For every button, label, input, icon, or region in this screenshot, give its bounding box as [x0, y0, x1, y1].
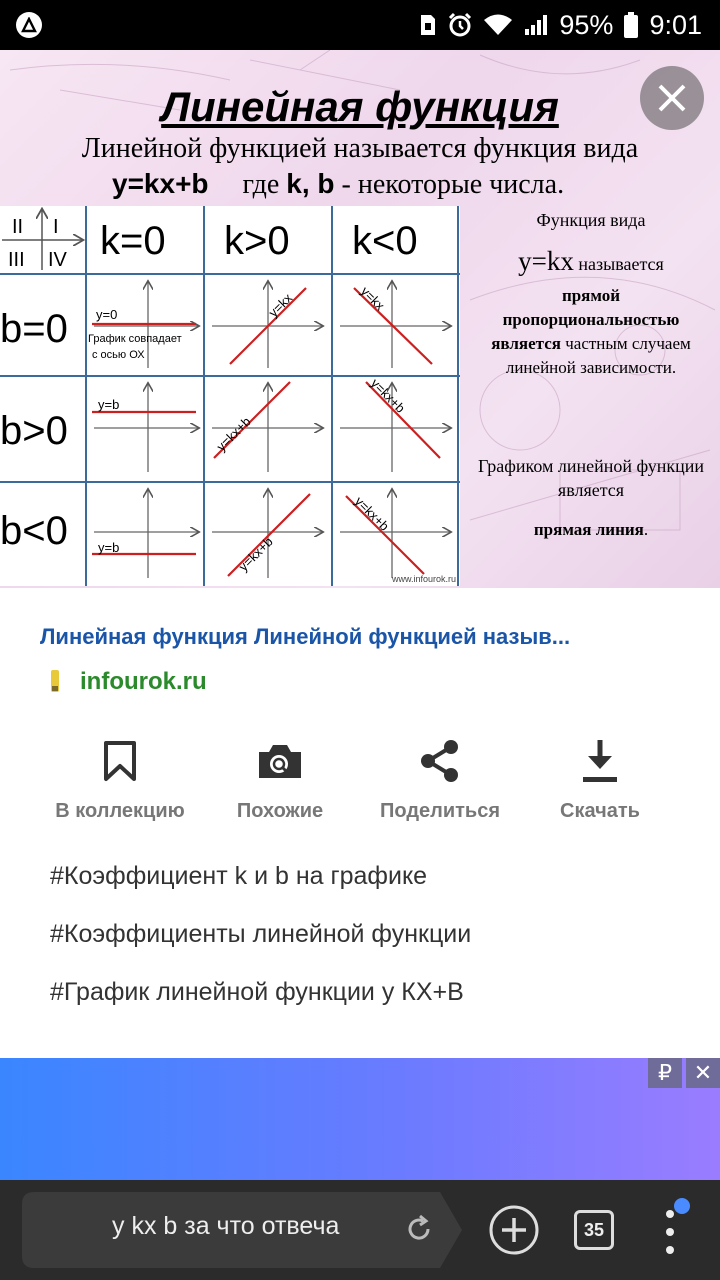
image-preview[interactable] — [0, 50, 720, 588]
side-text — [462, 206, 720, 586]
cell-label: y=kx+b — [351, 493, 393, 534]
quadrant-label: II — [12, 216, 24, 238]
cell-note: График совпадает — [88, 333, 182, 345]
share-icon — [419, 739, 461, 783]
definition-formula-line: y=kx+b где k, b - некоторые числа. — [112, 168, 565, 200]
dot-icon — [666, 1210, 674, 1218]
column-header: k>0 — [224, 219, 290, 263]
side-line: является частным случаем — [491, 334, 691, 353]
dot-icon — [666, 1228, 674, 1236]
tag-link[interactable]: #Коэффициенты линейной функции — [50, 920, 472, 948]
quadrant-label: IV — [48, 249, 67, 271]
cell-label: y=kx+b — [235, 533, 276, 575]
similar-button[interactable] — [200, 736, 360, 823]
bookmark-icon — [103, 740, 137, 782]
dot-icon — [666, 1246, 674, 1254]
cell-label: y=0 — [96, 307, 118, 322]
side-line: прямая линия. — [533, 520, 649, 539]
side-line: линейной зависимости. — [505, 358, 677, 377]
cell-label: y=kx+b — [367, 375, 409, 416]
download-button[interactable] — [520, 736, 680, 823]
side-line: Функция вида — [536, 210, 646, 230]
quadrant-diagram — [2, 210, 82, 271]
ad-close-button[interactable]: ✕ — [686, 1058, 720, 1088]
reload-icon[interactable] — [404, 1214, 434, 1244]
clock: 9:01 — [649, 9, 702, 40]
battery-icon — [623, 11, 639, 39]
quadrant-label: I — [53, 216, 59, 238]
cell-label: y=kx+b — [213, 413, 254, 455]
battery-percent: 95% — [559, 9, 614, 40]
notification-dot — [674, 1198, 690, 1214]
close-icon — [656, 82, 688, 114]
action-label: В коллекцию — [55, 800, 185, 822]
sim-icon — [419, 13, 437, 37]
column-header: k=0 — [100, 219, 166, 263]
cell-label: y=b — [98, 540, 120, 555]
result-domain-link[interactable]: infourok.ru — [80, 668, 207, 695]
side-line: прямой — [561, 286, 621, 305]
cell-note: с осью ОХ — [92, 349, 145, 361]
app-notification-icon — [16, 12, 42, 38]
graph-table — [0, 206, 460, 586]
ad-banner[interactable] — [0, 1058, 720, 1180]
side-line: является — [557, 480, 625, 500]
tabs-counter-button[interactable]: 35 — [574, 1210, 614, 1250]
ad-info-button[interactable]: ₽ — [648, 1058, 682, 1088]
action-label: Скачать — [560, 800, 640, 822]
menu-button[interactable] — [664, 1208, 676, 1256]
wifi-icon — [483, 13, 513, 37]
column-header: k<0 — [352, 219, 418, 263]
camera-search-icon — [257, 742, 303, 780]
definition-line: Линейной функцией называется функция вида — [81, 133, 639, 164]
row-header: b=0 — [0, 307, 68, 351]
quadrant-label: III — [8, 249, 25, 271]
image-title: Линейная функция — [161, 83, 559, 130]
result-title-link[interactable]: Линейная функция Линейной функцией назыв... — [40, 624, 571, 649]
cell-label: y=kx — [265, 290, 296, 321]
action-label: Поделиться — [379, 800, 501, 822]
close-preview-button[interactable] — [640, 66, 704, 130]
row-header: b<0 — [0, 509, 68, 553]
side-line: Графиком линейной функции — [477, 456, 705, 476]
download-icon — [580, 738, 620, 784]
cell-label: y=kx — [357, 283, 388, 314]
tag-link[interactable]: #Коэффициент k и b на графике — [50, 862, 428, 890]
side-line: пропорциональностью — [502, 310, 680, 329]
watermark: www.infourok.ru — [391, 574, 456, 584]
new-tab-button[interactable] — [488, 1204, 540, 1256]
row-header: b>0 — [0, 409, 68, 453]
cell-label: y=b — [98, 397, 120, 412]
action-label: Похожие — [236, 800, 324, 822]
share-button[interactable] — [360, 736, 520, 823]
site-favicon — [48, 668, 62, 694]
address-bar-query[interactable]: y kx b за что отвеча — [112, 1212, 340, 1240]
add-to-collection-button[interactable] — [40, 736, 200, 823]
signal-icon — [523, 13, 549, 37]
status-bar — [0, 0, 720, 50]
side-formula-line: y=kx называется — [518, 246, 664, 276]
alarm-icon — [447, 12, 473, 38]
tag-link[interactable]: #График линейной функции у КХ+В — [50, 978, 464, 1006]
